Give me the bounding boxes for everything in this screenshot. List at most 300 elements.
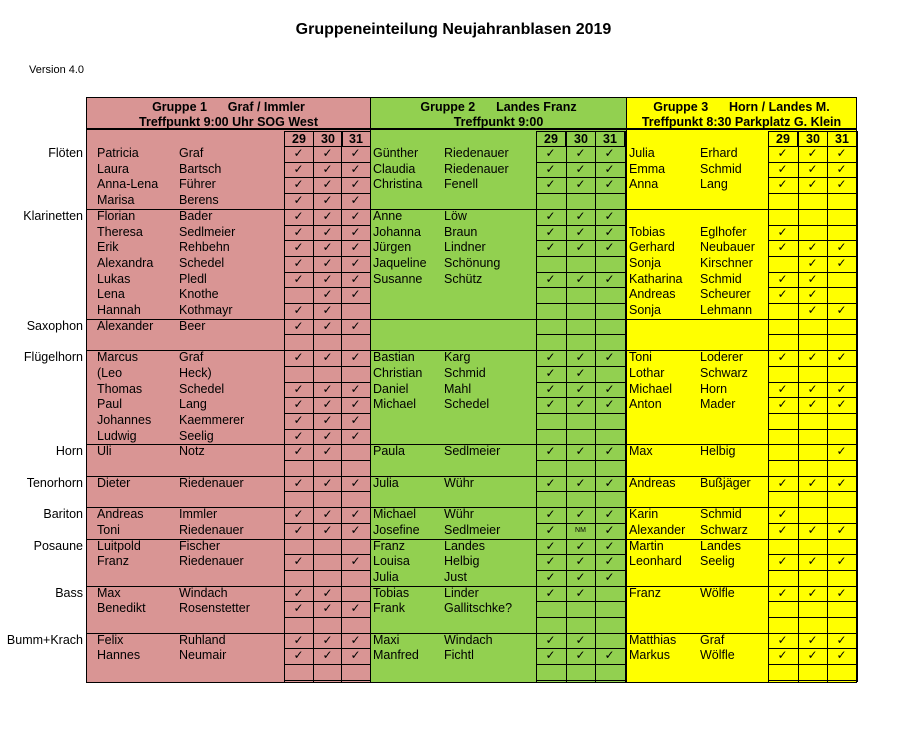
- day-30-mark: ✓: [322, 350, 333, 365]
- member-first-name: Ludwig: [97, 428, 137, 443]
- instrument-sections: [0, 0, 86, 746]
- day-29-mark: ✓: [777, 585, 788, 600]
- day-31-mark: ✓: [604, 648, 615, 663]
- member-row: [371, 146, 628, 161]
- member-last-name: Seelig: [179, 428, 214, 443]
- member-first-name: Marisa: [97, 193, 135, 208]
- member-last-name: Pledl: [179, 271, 207, 286]
- day-30-mark: ✓: [322, 632, 333, 647]
- day-31-mark: ✓: [350, 507, 361, 522]
- member-first-name: Martin: [629, 538, 664, 553]
- day-30-mark: ✓: [322, 303, 333, 317]
- day-29-mark: ✓: [777, 522, 788, 537]
- member-first-name: Susanne: [373, 271, 423, 286]
- member-first-name: Michael: [373, 507, 417, 522]
- day-31-mark: ✓: [836, 350, 847, 365]
- member-last-name: Riedenauer: [444, 146, 509, 160]
- member-row: [87, 366, 372, 381]
- member-last-name: Landes: [444, 538, 486, 553]
- day-29-mark: ✓: [777, 287, 788, 302]
- member-first-name: Julia: [373, 569, 399, 584]
- member-last-name: Fichtl: [444, 648, 474, 663]
- member-last-name: Riedenauer: [179, 554, 244, 569]
- day-29-mark: ✓: [545, 444, 556, 459]
- member-row: [371, 256, 628, 271]
- day-31-mark: ✓: [350, 224, 361, 239]
- day-29-mark: ✓: [293, 444, 304, 459]
- section-label: Horn: [55, 444, 83, 459]
- day-29-mark: ✓: [293, 475, 304, 490]
- day-30-mark: ✓: [322, 522, 333, 537]
- day-29-mark: ✓: [545, 224, 556, 239]
- day-30-mark: ✓: [322, 271, 333, 286]
- member-first-name: Felix: [97, 632, 124, 647]
- member-row: [371, 382, 628, 397]
- day-29-mark: ✓: [777, 397, 788, 412]
- group-3: [626, 97, 857, 683]
- member-last-name: Schmid: [700, 161, 742, 176]
- group-header-meeting-point: Treffpunkt 8:30 Parkplatz G. Klein: [641, 115, 842, 129]
- member-row: [87, 429, 372, 444]
- row-divider: [536, 193, 626, 194]
- day-29-mark: ✓: [293, 303, 304, 317]
- member-row: [627, 382, 858, 397]
- member-first-name: Florian: [97, 208, 136, 223]
- day-29-mark: ✓: [293, 522, 304, 537]
- day-29-mark: ✓: [293, 428, 304, 443]
- member-row: [87, 586, 372, 601]
- day-30-mark: ✓: [575, 648, 586, 663]
- member-row: [87, 162, 372, 177]
- row-divider: [284, 460, 374, 461]
- day-30-mark: ✓: [575, 224, 586, 239]
- member-first-name: Luitpold: [97, 538, 141, 553]
- member-last-name: Windach: [179, 585, 228, 600]
- section-label: Saxophon: [26, 318, 83, 333]
- day-29-mark: ✓: [293, 240, 304, 255]
- day-30-mark: ✓: [807, 271, 818, 286]
- row-divider: [284, 570, 374, 571]
- member-row: [627, 366, 858, 381]
- day-30-mark: ✓: [322, 146, 333, 160]
- member-row: [87, 350, 372, 365]
- row-divider: [768, 334, 858, 335]
- day-31-mark: ✓: [350, 240, 361, 255]
- member-first-name: Gerhard: [629, 240, 675, 255]
- row-divider: [768, 460, 858, 461]
- member-last-name: Scheurer: [700, 287, 751, 302]
- member-first-name: Christina: [373, 177, 423, 192]
- day-31-mark: ✓: [836, 554, 847, 569]
- day-30-mark: ✓: [322, 287, 333, 302]
- member-row: [627, 554, 858, 569]
- member-last-name: Lehmann: [700, 303, 753, 317]
- member-last-name: Fenell: [444, 177, 479, 192]
- day-30-mark: ✓: [575, 444, 586, 459]
- day-31-mark: ✓: [836, 303, 847, 317]
- day-29-mark: ✓: [777, 381, 788, 396]
- member-last-name: Landes: [700, 538, 742, 553]
- member-last-name: Kirschner: [700, 255, 753, 270]
- day-31-mark: ✓: [604, 475, 615, 490]
- day-29-mark: ✓: [293, 161, 304, 176]
- day-29-mark: ✓: [293, 208, 304, 223]
- member-last-name: Sedlmeier: [444, 444, 501, 459]
- member-last-name: Neubauer: [700, 240, 755, 255]
- member-last-name: Heck): [179, 365, 212, 380]
- member-row: [87, 523, 372, 538]
- day-31-mark: ✓: [604, 240, 615, 255]
- day-31-mark: ✓: [350, 475, 361, 490]
- member-first-name: Patricia: [97, 146, 139, 160]
- member-row: [87, 193, 372, 208]
- member-row: [627, 539, 858, 554]
- group-2: [370, 97, 627, 683]
- member-row: [627, 162, 858, 177]
- member-first-name: Maxi: [373, 632, 400, 647]
- day-31-mark: ✓: [836, 161, 847, 176]
- member-first-name: Paul: [97, 397, 123, 412]
- day-29-mark: ✓: [545, 240, 556, 255]
- member-row: [371, 225, 628, 240]
- member-last-name: Sedlmeier: [179, 224, 236, 239]
- member-first-name: Jaqueline: [373, 255, 427, 270]
- day-30-mark: ✓: [322, 161, 333, 176]
- member-last-name: Bader: [179, 208, 213, 223]
- page-title: Gruppeneinteilung Neujahranblasen 2019: [295, 21, 612, 38]
- member-last-name: Riedenauer: [179, 522, 244, 537]
- section-label: Bariton: [43, 507, 83, 522]
- day-31-mark: ✓: [350, 350, 361, 365]
- day-30-mark: ✓: [575, 161, 586, 176]
- day-29-mark: ✓: [777, 632, 788, 647]
- day-31-mark: ✓: [836, 522, 847, 537]
- member-row: [87, 303, 372, 318]
- day-31-mark: ✓: [350, 601, 361, 616]
- day-29-mark: ✓: [545, 507, 556, 522]
- row-divider: [284, 680, 374, 681]
- day-29-mark: ✓: [545, 554, 556, 569]
- day-29-mark: ✓: [545, 208, 556, 223]
- day-31-mark: ✓: [350, 412, 361, 427]
- member-first-name: Hannah: [97, 303, 141, 317]
- member-last-name: Schütz: [444, 271, 483, 286]
- day-29-mark: ✓: [545, 381, 556, 396]
- member-first-name: Katharina: [629, 271, 683, 286]
- member-last-name: Lang: [700, 177, 728, 192]
- member-first-name: Theresa: [97, 224, 143, 239]
- day-29-mark: ✓: [545, 475, 556, 490]
- member-last-name: Wölfle: [700, 585, 735, 600]
- day-header: 31: [341, 131, 371, 147]
- row-divider: [536, 287, 626, 288]
- row-divider: [768, 193, 858, 194]
- member-first-name: Emma: [629, 161, 666, 176]
- row-divider: [768, 680, 858, 681]
- member-row: [627, 586, 858, 601]
- member-row: [371, 523, 628, 538]
- member-row: [371, 162, 628, 177]
- section-label: Flöten: [48, 146, 83, 160]
- day-31-mark: ✓: [604, 444, 615, 459]
- group-header: [87, 98, 370, 130]
- member-last-name: Neumair: [179, 648, 227, 663]
- member-row: [371, 209, 628, 224]
- member-first-name: Alexander: [629, 522, 686, 537]
- day-31-mark: ✓: [604, 569, 615, 584]
- day-29-mark: ✓: [293, 648, 304, 663]
- member-last-name: Schönung: [444, 255, 501, 270]
- member-first-name: Leonhard: [629, 554, 682, 569]
- day-30-mark: ✓: [575, 585, 586, 600]
- member-last-name: Schmid: [444, 365, 486, 380]
- member-row: [371, 586, 628, 601]
- row-divider: [536, 429, 626, 430]
- member-first-name: Christian: [373, 365, 423, 380]
- day-header: 30: [798, 131, 828, 147]
- day-30-mark: ✓: [322, 224, 333, 239]
- day-29-mark: ✓: [545, 146, 556, 160]
- member-first-name: Andreas: [629, 475, 676, 490]
- day-30-mark: ✓: [322, 381, 333, 396]
- member-last-name: Graf: [179, 350, 204, 365]
- member-last-name: Immler: [179, 507, 218, 522]
- member-last-name: Kaemmerer: [179, 412, 245, 427]
- row-divider: [768, 429, 858, 430]
- member-row: [627, 507, 858, 522]
- day-31-mark: ✓: [604, 271, 615, 286]
- member-first-name: Anna-Lena: [97, 177, 159, 192]
- day-30-mark: ✓: [322, 240, 333, 255]
- member-last-name: Schedel: [444, 397, 490, 412]
- member-first-name: Anton: [629, 397, 662, 412]
- row-divider: [536, 491, 626, 492]
- row-divider: [536, 303, 626, 304]
- section-label: Bumm+Krach: [6, 632, 83, 647]
- day-29-mark: ✓: [777, 507, 788, 522]
- member-row: [627, 444, 858, 459]
- member-last-name: Helbig: [700, 444, 736, 459]
- day-29-mark: ✓: [777, 224, 788, 239]
- day-31-mark: ✓: [604, 507, 615, 522]
- member-last-name: Bußjäger: [700, 475, 751, 490]
- day-header: 31: [595, 131, 625, 147]
- day-31-mark: ✓: [350, 554, 361, 569]
- member-first-name: Toni: [629, 350, 652, 365]
- day-31-mark: ✓: [350, 255, 361, 270]
- member-last-name: Bartsch: [179, 161, 222, 176]
- member-first-name: Alexander: [97, 318, 154, 333]
- member-last-name: Schwarz: [700, 522, 748, 537]
- day-31-mark: ✓: [836, 397, 847, 412]
- group-header-meeting-point: Treffpunkt 9:00 Uhr SOG West: [139, 115, 318, 129]
- member-first-name: Tobias: [373, 585, 410, 600]
- group-header: [371, 98, 626, 130]
- member-last-name: Seelig: [700, 554, 735, 569]
- member-last-name: Knothe: [179, 287, 219, 302]
- day-30-mark: ✓: [807, 522, 818, 537]
- day-31-mark: ✓: [604, 381, 615, 396]
- member-row: [87, 648, 372, 663]
- day-30-mark: ✓: [322, 397, 333, 412]
- member-row: [371, 350, 628, 365]
- day-30-mark: ✓: [807, 350, 818, 365]
- member-row: [87, 444, 372, 459]
- member-first-name: Franz: [373, 538, 405, 553]
- day-30-mark: ✓: [575, 365, 586, 380]
- member-row: [627, 303, 858, 318]
- day-31-mark: ✓: [350, 193, 361, 208]
- day-30-mark: NM: [575, 526, 586, 534]
- day-30-mark: ✓: [575, 507, 586, 522]
- section-divider: [371, 319, 626, 320]
- member-first-name: Franz: [97, 554, 129, 569]
- day-30-mark: ✓: [807, 240, 818, 255]
- day-30-mark: ✓: [575, 208, 586, 223]
- day-29-mark: ✓: [777, 350, 788, 365]
- day-29-mark: ✓: [777, 648, 788, 663]
- member-row: [371, 397, 628, 412]
- member-last-name: Löw: [444, 208, 467, 223]
- member-first-name: Bastian: [373, 350, 415, 365]
- day-31-mark: ✓: [604, 554, 615, 569]
- day-31-mark: ✓: [604, 177, 615, 192]
- day-29-mark: ✓: [545, 177, 556, 192]
- day-31-mark: ✓: [350, 161, 361, 176]
- day-30-mark: ✓: [575, 632, 586, 647]
- row-divider: [536, 460, 626, 461]
- member-row: [371, 554, 628, 569]
- day-30-mark: ✓: [322, 428, 333, 443]
- day-30-mark: ✓: [322, 475, 333, 490]
- member-last-name: Lang: [179, 397, 207, 412]
- member-row: [627, 240, 858, 255]
- member-first-name: Lothar: [629, 365, 665, 380]
- day-30-mark: ✓: [807, 632, 818, 647]
- member-row: [87, 225, 372, 240]
- member-first-name: Anne: [373, 208, 403, 223]
- member-first-name: (Leo: [97, 365, 123, 380]
- member-last-name: Wölfle: [700, 648, 735, 663]
- day-header: 30: [566, 131, 596, 147]
- member-first-name: Marcus: [97, 350, 138, 365]
- day-29-mark: ✓: [545, 161, 556, 176]
- day-31-mark: ✓: [836, 632, 847, 647]
- member-first-name: Andreas: [629, 287, 676, 302]
- section-divider: [627, 209, 856, 210]
- member-first-name: Benedikt: [97, 601, 146, 616]
- day-30-mark: ✓: [322, 318, 333, 333]
- member-row: [627, 397, 858, 412]
- member-last-name: Gallitschke?: [444, 601, 513, 616]
- day-31-mark: ✓: [836, 475, 847, 490]
- member-last-name: Loderer: [700, 350, 744, 365]
- member-row: [371, 366, 628, 381]
- day-30-mark: ✓: [807, 146, 818, 160]
- row-divider: [768, 491, 858, 492]
- member-last-name: Graf: [179, 146, 204, 160]
- member-row: [371, 601, 628, 616]
- day-30-mark: ✓: [575, 397, 586, 412]
- day-30-mark: ✓: [807, 475, 818, 490]
- member-row: [371, 444, 628, 459]
- member-last-name: Sedlmeier: [444, 522, 501, 537]
- member-row: [627, 177, 858, 192]
- member-row: [87, 287, 372, 302]
- day-30-mark: ✓: [807, 303, 818, 317]
- member-row: [627, 272, 858, 287]
- day-30-mark: ✓: [322, 507, 333, 522]
- member-first-name: Günther: [373, 146, 419, 160]
- day-31-mark: ✓: [836, 381, 847, 396]
- member-first-name: Hannes: [97, 648, 141, 663]
- day-31-mark: ✓: [604, 538, 615, 553]
- group-header-title: Gruppe 1 Graf / Immler: [152, 100, 305, 114]
- row-divider: [768, 601, 858, 602]
- day-31-mark: ✓: [604, 146, 615, 160]
- member-last-name: Notz: [179, 444, 205, 459]
- day-30-mark: ✓: [575, 538, 586, 553]
- member-row: [87, 413, 372, 428]
- member-row: [87, 382, 372, 397]
- member-first-name: Paula: [373, 444, 405, 459]
- member-row: [87, 476, 372, 491]
- member-row: [627, 350, 858, 365]
- member-last-name: Erhard: [700, 146, 738, 160]
- day-29-mark: ✓: [293, 632, 304, 647]
- day-31-mark: ✓: [350, 381, 361, 396]
- day-30-mark: ✓: [575, 271, 586, 286]
- group-table: [86, 97, 857, 683]
- day-29-mark: ✓: [293, 381, 304, 396]
- member-last-name: Mahl: [444, 381, 472, 396]
- day-31-mark: ✓: [836, 444, 847, 459]
- day-29-mark: ✓: [777, 240, 788, 255]
- row-divider: [284, 664, 374, 665]
- day-29-mark: ✓: [293, 554, 304, 569]
- day-29-mark: ✓: [293, 146, 304, 160]
- day-header: 29: [536, 131, 566, 147]
- day-30-mark: ✓: [322, 601, 333, 616]
- day-31-mark: ✓: [350, 522, 361, 537]
- version-label: Version 4.0: [29, 64, 85, 76]
- day-29-mark: ✓: [545, 397, 556, 412]
- day-30-mark: ✓: [807, 585, 818, 600]
- row-divider: [284, 491, 374, 492]
- member-first-name: Uli: [97, 444, 112, 459]
- member-row: [87, 146, 372, 161]
- day-29-mark: ✓: [545, 632, 556, 647]
- day-29-mark: ✓: [777, 554, 788, 569]
- group-header-title: Gruppe 2 Landes Franz: [420, 100, 577, 114]
- day-31-mark: ✓: [836, 255, 847, 270]
- member-last-name: Rehbehn: [179, 240, 230, 255]
- row-divider: [536, 680, 626, 681]
- member-first-name: Sonja: [629, 303, 661, 317]
- member-first-name: Matthias: [629, 632, 677, 647]
- member-row: [371, 177, 628, 192]
- member-first-name: Lena: [97, 287, 125, 302]
- day-29-mark: ✓: [293, 271, 304, 286]
- member-last-name: Lindner: [444, 240, 486, 255]
- day-header: 29: [768, 131, 798, 147]
- member-last-name: Kothmayr: [179, 303, 233, 317]
- member-row: [87, 256, 372, 271]
- member-row: [371, 633, 628, 648]
- member-first-name: Josefine: [373, 522, 420, 537]
- member-row: [371, 570, 628, 585]
- day-29-mark: ✓: [293, 177, 304, 192]
